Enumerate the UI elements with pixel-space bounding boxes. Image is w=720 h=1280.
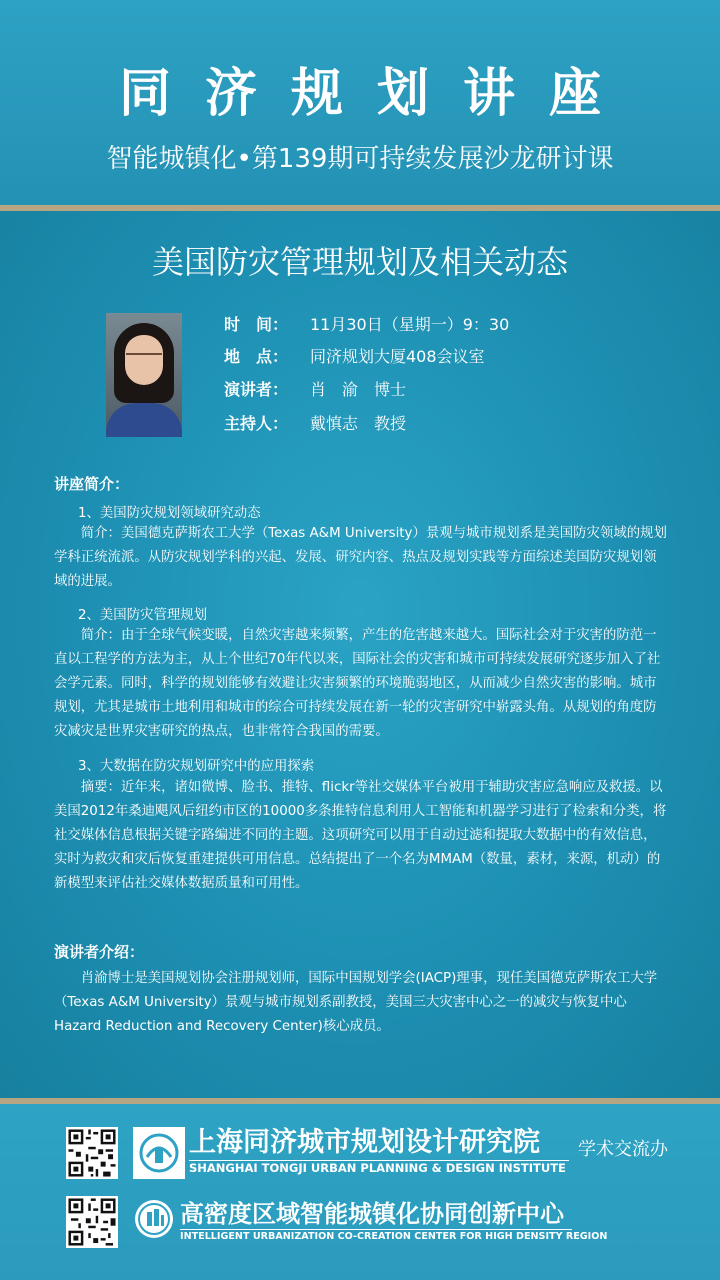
institute-logo-icon	[133, 1127, 185, 1179]
office-label: 学术交流办	[578, 1139, 668, 1160]
speaker-heading: 演讲者介绍：	[54, 943, 145, 961]
qr-code-icon	[66, 1127, 118, 1179]
speaker-text: 肖渝博士是美国规划协会注册规划师，国际中国规划学会(IACP)理事，现任美国德克萨斯农工大学（Texas A&M University）景观与城市规划系副教授，美国三大灾害中心之一的减灾与恢复中心Hazard Reduction and Recovery Center)核心成员。	[54, 971, 658, 1034]
intro-item1-text: 简介：美国德克萨斯农工大学（Texas A&M University）景观与城市规划系是美国防灾领域的规划学科正统流派。从防灾规划学科的兴起、发展、研究内容、热点及规划实践等方面综述美国防灾规划领域的进展。	[54, 526, 667, 589]
page-subtitle: 智能城镇化•第139期可持续发展沙龙研讨课	[106, 144, 614, 174]
lecture-title: 美国防灾管理规划及相关动态	[151, 243, 568, 281]
qr-code-icon	[66, 1196, 118, 1248]
intro-heading: 讲座简介：	[54, 475, 130, 493]
header-banner	[0, 0, 720, 205]
institute-name-cn: 上海同济城市规划设计研究院	[189, 1127, 540, 1158]
place-label: 地 点：	[224, 347, 289, 366]
time-label: 时 间：	[224, 315, 289, 334]
intro-item3-text: 摘要：近年来，诸如微博、脸书、推特、flickr等社交媒体平台被用于辅助灾害应急响应及救援。以美国2012年桑迪飓风后纽约市区的10000多条推特信息利用人工智能和机器学习进行了检索和分类，将社交媒体信息根据关键字路编进不同的主题。这项研究可以用于自动过滤和提取大数据中的有效信息，实时为救灾和灾后恢复重建提供可用信息。总结提出了一个名为MMAM（数量，素材，来源，机动）的新模型来评估社交媒体数据质量和可用性。	[54, 780, 667, 891]
intro-item2-text: 简介：由于全球气候变暖，自然灾害越来频繁，产生的危害越来越大。国际社会对于灾害的防范一直以工程学的方法为主，从上个世纪70年代以来，国际社会的灾害和城市可持续发展研究逐步加入了社会学元素。同时，科学的规划能够有效避让灾害频繁的环境脆弱地区，从而减少自然灾害的影响。城市规划，尤其是城市土地利用和城市的综合可持续发展在新一轮的灾害研究中崭露头角。从规划的角度防灾减灾是世界灾害研究的热点，也非常符合我国的需要。	[54, 628, 661, 739]
intro-item3-title: 3、大数据在防灾规划研究中的应用探索	[78, 759, 315, 774]
intro-item2-title: 2、美国防灾管理规划	[78, 608, 208, 623]
page-title: 同济规划讲座	[118, 64, 635, 124]
institute-name-en: SHANGHAI TONGJI URBAN PLANNING & DESIGN INSTITUTE	[189, 1161, 566, 1175]
time-value: 11月30日（星期一）9：30	[310, 315, 510, 334]
host-value: 戴慎志 教授	[310, 414, 407, 433]
center-divider	[180, 1229, 572, 1230]
center-name-en: INTELLIGENT URBANIZATION CO-CREATION CENTER FOR HIGH DENSITY REGION	[180, 1231, 608, 1242]
place-value: 同济规划大厦408会议室	[310, 347, 485, 366]
center-name-cn: 高密度区域智能城镇化协同创新中心	[180, 1200, 564, 1228]
intro-item1-title: 1、美国防灾规划领域研究动态	[78, 506, 261, 521]
host-label: 主持人：	[224, 414, 289, 433]
speaker-value: 肖 渝 博士	[310, 380, 407, 399]
center-logo-icon	[133, 1198, 175, 1240]
speaker-label: 演讲者：	[224, 380, 289, 399]
speaker-photo	[106, 313, 182, 437]
